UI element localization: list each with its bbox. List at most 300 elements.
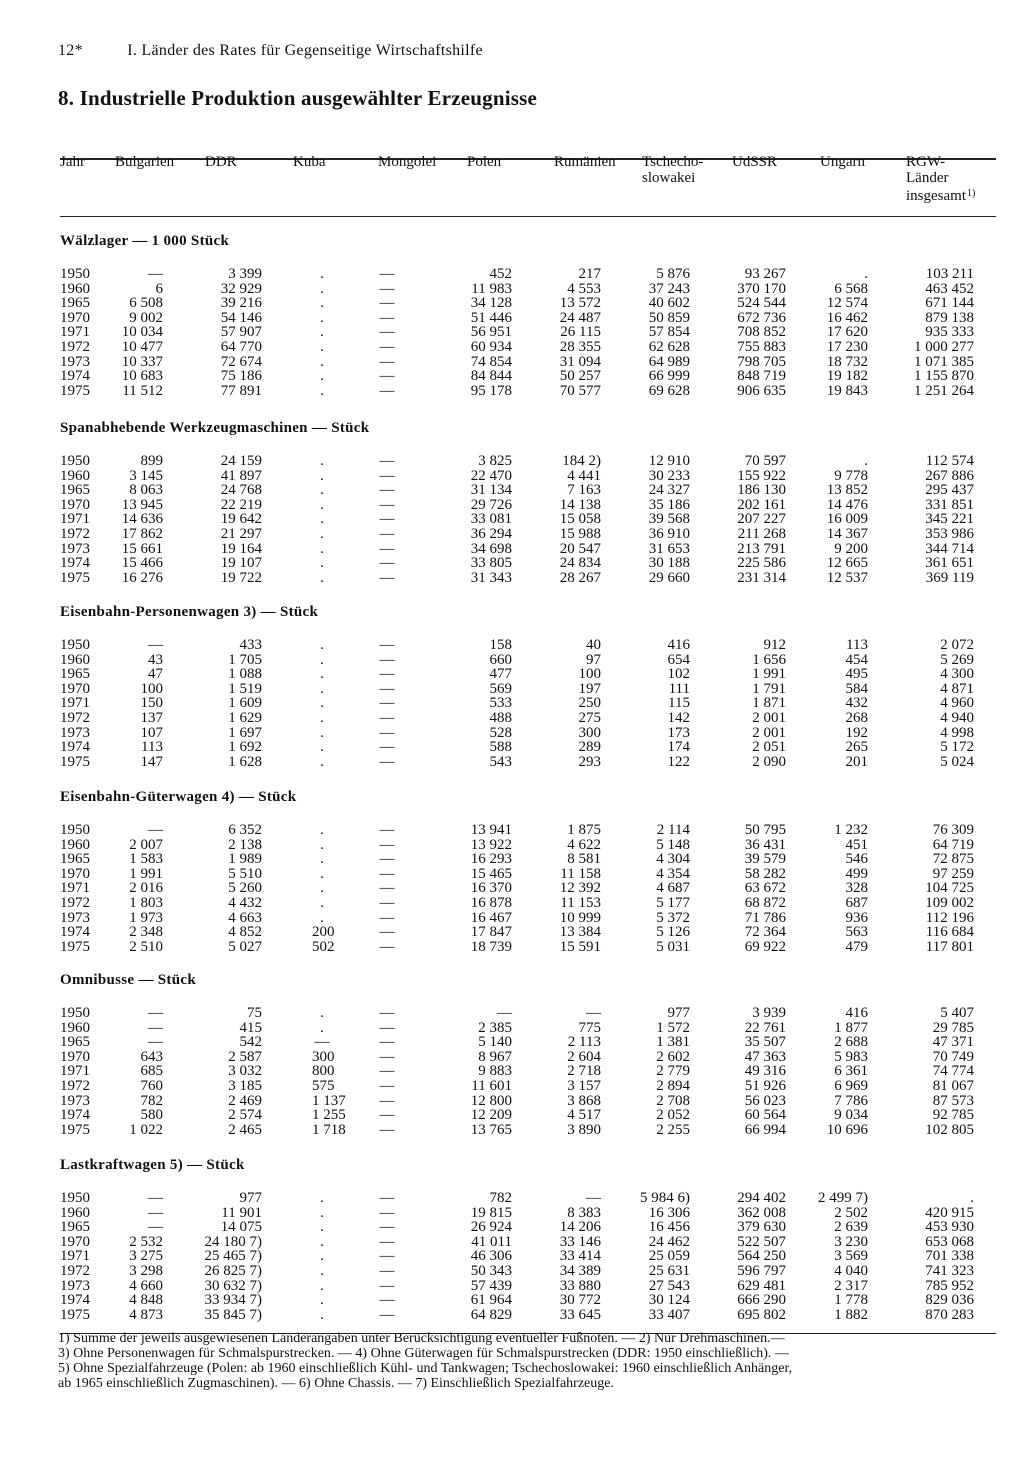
col-header-jahr: Jahr bbox=[60, 154, 85, 170]
cell-udssr: 202 161 bbox=[737, 496, 786, 513]
cell-rumaenien: 13 384 bbox=[559, 924, 601, 941]
cell-udssr: 379 630 bbox=[737, 1219, 786, 1236]
cell-ungarn: 1 882 bbox=[834, 1306, 868, 1323]
cell-kuba: . bbox=[320, 1219, 324, 1236]
cell-kuba: . bbox=[320, 1204, 324, 1221]
cell-tschecho: 173 bbox=[667, 724, 690, 741]
table-row bbox=[0, 355, 1024, 370]
table-row bbox=[0, 911, 1024, 926]
cell-mongolei: — bbox=[379, 1204, 395, 1221]
cell-mongolei: — bbox=[379, 1019, 395, 1036]
cell-rgw: 97 259 bbox=[932, 865, 974, 882]
cell-rumaenien: 300 bbox=[578, 724, 601, 741]
cell-ddr: 1 609 bbox=[228, 695, 262, 712]
cell-jahr: 1965 bbox=[60, 1219, 90, 1236]
cell-ungarn: 479 bbox=[845, 938, 868, 955]
cell-kuba: — bbox=[314, 1034, 330, 1051]
table-row bbox=[0, 1094, 1024, 1109]
cell-mongolei: — bbox=[379, 511, 395, 528]
cell-ddr: 3 399 bbox=[228, 266, 262, 282]
cell-mongolei: — bbox=[379, 1078, 395, 1094]
cell-rgw: 70 749 bbox=[932, 1048, 974, 1065]
table-row bbox=[0, 469, 1024, 484]
cell-tschecho: 24 462 bbox=[648, 1233, 690, 1250]
cell-rgw: 109 002 bbox=[925, 895, 974, 911]
cell-rgw: 4 998 bbox=[940, 724, 974, 741]
cell-jahr: 1973 bbox=[60, 724, 90, 741]
cell-ddr: 3 032 bbox=[228, 1063, 262, 1080]
cell-mongolei: — bbox=[379, 710, 395, 726]
cell-rgw: 112 574 bbox=[925, 453, 974, 469]
cell-polen: 16 370 bbox=[470, 880, 512, 897]
cell-ungarn: 9 034 bbox=[834, 1107, 868, 1124]
cell-udssr: 2 001 bbox=[752, 710, 786, 726]
cell-bulgarien: — bbox=[148, 1019, 163, 1036]
cell-rgw: 353 986 bbox=[925, 526, 974, 542]
cell-mongolei: — bbox=[379, 680, 395, 697]
cell-bulgarien: 14 636 bbox=[121, 511, 163, 528]
cell-kuba: . bbox=[320, 739, 324, 756]
cell-ungarn: 113 bbox=[846, 637, 868, 653]
cell-rgw: 5 172 bbox=[940, 739, 974, 756]
cell-tschecho: 24 327 bbox=[648, 482, 690, 499]
cell-udssr: 564 250 bbox=[737, 1248, 786, 1265]
cell-ddr: 22 219 bbox=[220, 496, 262, 513]
cell-ungarn: 18 732 bbox=[826, 353, 868, 370]
cell-rgw: 345 221 bbox=[925, 511, 974, 528]
cell-mongolei: — bbox=[379, 865, 395, 882]
cell-polen: 34 698 bbox=[470, 540, 512, 557]
cell-mongolei: — bbox=[379, 1063, 395, 1080]
cell-kuba: . bbox=[320, 680, 324, 697]
cell-kuba: . bbox=[320, 309, 324, 326]
cell-rumaenien: 3 868 bbox=[567, 1092, 601, 1109]
cell-mongolei: — bbox=[379, 836, 395, 853]
cell-polen: 588 bbox=[489, 739, 512, 756]
cell-kuba: . bbox=[320, 353, 324, 370]
cell-rgw: 870 283 bbox=[925, 1306, 974, 1323]
cell-rumaenien: 30 772 bbox=[559, 1292, 601, 1309]
cell-tschecho: 35 186 bbox=[648, 496, 690, 513]
cell-udssr: 50 795 bbox=[744, 822, 786, 838]
cell-ungarn: 2 317 bbox=[834, 1277, 868, 1294]
cell-mongolei: — bbox=[379, 851, 395, 868]
cell-bulgarien: 899 bbox=[140, 453, 163, 469]
cell-ungarn: 17 620 bbox=[826, 324, 868, 341]
cell-mongolei: — bbox=[379, 1190, 395, 1206]
cell-rumaenien: 2 113 bbox=[567, 1034, 601, 1051]
cell-mongolei: — bbox=[379, 1005, 395, 1021]
cell-tschecho: 64 989 bbox=[648, 353, 690, 370]
cell-tschecho: 102 bbox=[667, 666, 690, 683]
cell-polen: 34 128 bbox=[470, 295, 512, 312]
cell-ungarn: 192 bbox=[845, 724, 868, 741]
cell-tschecho: 5 177 bbox=[656, 895, 690, 911]
cell-ungarn: 16 462 bbox=[826, 309, 868, 326]
cell-jahr: 1971 bbox=[60, 324, 90, 341]
running-header bbox=[58, 42, 483, 60]
section-title: Wälzlager — 1 000 Stück bbox=[60, 233, 230, 249]
cell-bulgarien: 10 034 bbox=[121, 324, 163, 341]
cell-kuba: . bbox=[320, 540, 324, 557]
cell-jahr: 1960 bbox=[60, 467, 90, 484]
cell-bulgarien: 1 991 bbox=[129, 865, 163, 882]
cell-udssr: 906 635 bbox=[737, 382, 786, 399]
cell-jahr: 1965 bbox=[60, 295, 90, 312]
cell-rgw: 420 915 bbox=[925, 1204, 974, 1221]
cell-kuba: . bbox=[320, 822, 324, 838]
cell-jahr: 1970 bbox=[60, 680, 90, 697]
cell-polen: 2 385 bbox=[478, 1019, 512, 1036]
cell-mongolei: — bbox=[379, 666, 395, 683]
cell-bulgarien: 2 510 bbox=[129, 938, 163, 955]
cell-ungarn: 14 367 bbox=[826, 526, 868, 542]
cell-ungarn: 12 665 bbox=[826, 555, 868, 572]
cell-jahr: 1972 bbox=[60, 710, 90, 726]
cell-polen: 660 bbox=[489, 651, 512, 668]
cell-rgw: 344 714 bbox=[925, 540, 974, 557]
cell-udssr: 60 564 bbox=[744, 1107, 786, 1124]
col-header-mongolei: Mongolei bbox=[378, 154, 437, 170]
table-row bbox=[0, 325, 1024, 340]
cell-polen: 5 140 bbox=[478, 1034, 512, 1051]
cell-ungarn: 19 843 bbox=[826, 382, 868, 399]
cell-tschecho: 2 114 bbox=[656, 822, 690, 838]
cell-bulgarien: 10 477 bbox=[121, 339, 163, 355]
table-row bbox=[0, 1191, 1024, 1206]
cell-polen: 9 883 bbox=[478, 1063, 512, 1080]
cell-jahr: 1950 bbox=[60, 822, 90, 838]
cell-bulgarien: 11 512 bbox=[122, 382, 163, 399]
cell-polen: 51 446 bbox=[470, 309, 512, 326]
cell-rumaenien: 12 392 bbox=[559, 880, 601, 897]
cell-jahr: 1974 bbox=[60, 1292, 90, 1309]
cell-tschecho: 416 bbox=[667, 637, 690, 653]
cell-ddr: 75 186 bbox=[220, 368, 262, 385]
cell-polen: 36 294 bbox=[470, 526, 512, 542]
cell-tschecho: 654 bbox=[667, 651, 690, 668]
cell-ddr: 3 185 bbox=[228, 1078, 262, 1094]
cell-ungarn: 6 969 bbox=[834, 1078, 868, 1094]
cell-polen: 19 815 bbox=[470, 1204, 512, 1221]
cell-rgw: 112 196 bbox=[925, 909, 974, 926]
table-row bbox=[0, 711, 1024, 726]
table-row bbox=[0, 823, 1024, 838]
col-header-rumaenien: Rumänien bbox=[554, 154, 616, 170]
cell-polen: 488 bbox=[489, 710, 512, 726]
table-row bbox=[0, 682, 1024, 697]
cell-kuba: 575 bbox=[312, 1078, 335, 1094]
cell-rumaenien: 4 622 bbox=[567, 836, 601, 853]
table-row bbox=[0, 527, 1024, 542]
cell-kuba: . bbox=[320, 496, 324, 513]
cell-bulgarien: 782 bbox=[140, 1092, 163, 1109]
cell-ungarn: 12 574 bbox=[826, 295, 868, 312]
cell-tschecho: 4 304 bbox=[656, 851, 690, 868]
cell-ungarn: 2 499 7) bbox=[818, 1190, 868, 1206]
cell-rgw: 369 119 bbox=[925, 569, 974, 586]
cell-polen: 31 343 bbox=[470, 569, 512, 586]
table-row bbox=[0, 556, 1024, 571]
cell-udssr: 1 656 bbox=[752, 651, 786, 668]
cell-rgw: 1 251 264 bbox=[914, 382, 974, 399]
col-header-ungarn: Ungarn bbox=[820, 154, 865, 170]
cell-tschecho: 62 628 bbox=[648, 339, 690, 355]
cell-ddr: 24 768 bbox=[220, 482, 262, 499]
cell-bulgarien: 15 466 bbox=[121, 555, 163, 572]
footnote-line: 3) Ohne Personenwagen für Schmalspurstrecken. — 4) Ohne Güterwagen für Schmalspurstrecken (DDR: 1950 einschließlich). — bbox=[58, 1346, 789, 1361]
cell-jahr: 1965 bbox=[60, 1034, 90, 1051]
cell-kuba: . bbox=[320, 1277, 324, 1294]
cell-udssr: 93 267 bbox=[744, 266, 786, 282]
table-row bbox=[0, 940, 1024, 955]
cell-rgw: 104 725 bbox=[925, 880, 974, 897]
cell-mongolei: — bbox=[379, 1219, 395, 1236]
cell-polen: 16 293 bbox=[470, 851, 512, 868]
cell-ungarn: 2 502 bbox=[834, 1204, 868, 1221]
cell-bulgarien: — bbox=[148, 1219, 163, 1236]
cell-bulgarien: 643 bbox=[140, 1048, 163, 1065]
cell-ddr: 24 180 7) bbox=[204, 1233, 262, 1250]
cell-kuba: . bbox=[320, 1263, 324, 1279]
cell-rumaenien: 33 146 bbox=[559, 1233, 601, 1250]
cell-ddr: 26 825 7) bbox=[204, 1263, 262, 1279]
cell-bulgarien: — bbox=[148, 637, 163, 653]
cell-polen: 533 bbox=[489, 695, 512, 712]
table-row bbox=[0, 340, 1024, 355]
cell-polen: 22 470 bbox=[470, 467, 512, 484]
cell-ungarn: 584 bbox=[845, 680, 868, 697]
cell-jahr: 1965 bbox=[60, 666, 90, 683]
cell-ddr: 977 bbox=[239, 1190, 262, 1206]
cell-tschecho: 115 bbox=[668, 695, 690, 712]
cell-tschecho: 1 572 bbox=[656, 1019, 690, 1036]
section-title: Spanabhebende Werkzeugmaschinen — Stück bbox=[60, 420, 370, 436]
cell-ddr: 1 705 bbox=[228, 651, 262, 668]
cell-ungarn: 19 182 bbox=[826, 368, 868, 385]
cell-rgw: 87 573 bbox=[932, 1092, 974, 1109]
cell-rgw: 76 309 bbox=[932, 822, 974, 838]
cell-udssr: 211 268 bbox=[737, 526, 786, 542]
table-row bbox=[0, 1064, 1024, 1079]
cell-bulgarien: 2 007 bbox=[129, 836, 163, 853]
cell-jahr: 1975 bbox=[60, 938, 90, 955]
cell-bulgarien: — bbox=[148, 822, 163, 838]
footnote-line: ab 1965 einschließlich Zugmaschinen). — 6) Ohne Chassis. — 7) Einschließlich Spezialfahrzeuge. bbox=[58, 1376, 614, 1391]
table-row bbox=[0, 740, 1024, 755]
table-row bbox=[0, 311, 1024, 326]
cell-udssr: 672 736 bbox=[737, 309, 786, 326]
col-header-rgw-label: RGW- Länder insgesamt bbox=[906, 154, 966, 204]
cell-ungarn: 3 569 bbox=[834, 1248, 868, 1265]
cell-mongolei: — bbox=[379, 496, 395, 513]
cell-tschecho: 2 708 bbox=[656, 1092, 690, 1109]
cell-jahr: 1972 bbox=[60, 895, 90, 911]
cell-polen: 74 854 bbox=[470, 353, 512, 370]
cell-ddr: 2 465 bbox=[228, 1121, 262, 1138]
cell-rumaenien: 34 389 bbox=[559, 1263, 601, 1279]
cell-ddr: 1 088 bbox=[228, 666, 262, 683]
cell-tschecho: 111 bbox=[668, 680, 690, 697]
cell-ungarn: 9 200 bbox=[834, 540, 868, 557]
cell-tschecho: 69 628 bbox=[648, 382, 690, 399]
table-row bbox=[0, 1006, 1024, 1021]
cell-tschecho: 2 052 bbox=[656, 1107, 690, 1124]
cell-kuba: . bbox=[320, 637, 324, 653]
cell-kuba: . bbox=[320, 368, 324, 385]
cell-udssr: 522 507 bbox=[737, 1233, 786, 1250]
cell-kuba: . bbox=[320, 526, 324, 542]
cell-kuba: 1 255 bbox=[312, 1107, 346, 1124]
cell-mongolei: — bbox=[379, 339, 395, 355]
cell-rumaenien: 28 267 bbox=[559, 569, 601, 586]
cell-bulgarien: 10 683 bbox=[121, 368, 163, 385]
cell-udssr: 155 922 bbox=[737, 467, 786, 484]
cell-rumaenien: 275 bbox=[578, 710, 601, 726]
table-row bbox=[0, 653, 1024, 668]
cell-udssr: 708 852 bbox=[737, 324, 786, 341]
cell-ungarn: 265 bbox=[845, 739, 868, 756]
cell-rgw: 81 067 bbox=[932, 1078, 974, 1094]
cell-polen: — bbox=[497, 1005, 512, 1021]
cell-kuba: . bbox=[320, 1248, 324, 1265]
cell-rumaenien: 15 988 bbox=[559, 526, 601, 542]
table-row bbox=[0, 1293, 1024, 1308]
col-header-udssr: UdSSR bbox=[732, 154, 778, 170]
cell-kuba: . bbox=[320, 1190, 324, 1206]
cell-polen: 33 081 bbox=[470, 511, 512, 528]
cell-rumaenien: 33 880 bbox=[559, 1277, 601, 1294]
cell-jahr: 1975 bbox=[60, 382, 90, 399]
cell-kuba: . bbox=[320, 851, 324, 868]
cell-rumaenien: 7 163 bbox=[567, 482, 601, 499]
cell-udssr: 1 991 bbox=[752, 666, 786, 683]
cell-polen: 543 bbox=[489, 753, 512, 770]
cell-jahr: 1974 bbox=[60, 924, 90, 941]
cell-ungarn: 3 230 bbox=[834, 1233, 868, 1250]
cell-kuba: . bbox=[320, 453, 324, 469]
cell-polen: 26 924 bbox=[470, 1219, 512, 1236]
cell-mongolei: — bbox=[379, 1121, 395, 1138]
cell-rumaenien: 100 bbox=[578, 666, 601, 683]
cell-kuba: . bbox=[320, 511, 324, 528]
cell-mongolei: — bbox=[379, 526, 395, 542]
cell-ddr: 32 929 bbox=[220, 280, 262, 297]
cell-jahr: 1950 bbox=[60, 266, 90, 282]
cell-polen: 33 805 bbox=[470, 555, 512, 572]
cell-udssr: 2 001 bbox=[752, 724, 786, 741]
cell-ddr: 57 907 bbox=[220, 324, 262, 341]
cell-jahr: 1973 bbox=[60, 909, 90, 926]
cell-polen: 46 306 bbox=[470, 1248, 512, 1265]
cell-bulgarien: 1 583 bbox=[129, 851, 163, 868]
cell-bulgarien: 100 bbox=[140, 680, 163, 697]
cell-ungarn: 5 983 bbox=[834, 1048, 868, 1065]
cell-polen: 41 011 bbox=[471, 1233, 512, 1250]
cell-udssr: 3 939 bbox=[752, 1005, 786, 1021]
cell-ddr: 5 260 bbox=[228, 880, 262, 897]
cell-udssr: 70 597 bbox=[744, 453, 786, 469]
cell-ddr: 2 574 bbox=[228, 1107, 262, 1124]
cell-tschecho: 16 456 bbox=[648, 1219, 690, 1236]
table-row bbox=[0, 896, 1024, 911]
cell-mongolei: — bbox=[379, 1306, 395, 1323]
cell-tschecho: 2 894 bbox=[656, 1078, 690, 1094]
cell-mongolei: — bbox=[379, 309, 395, 326]
cell-kuba: . bbox=[320, 695, 324, 712]
cell-rumaenien: 10 999 bbox=[559, 909, 601, 926]
cell-kuba: . bbox=[320, 1005, 324, 1021]
cell-bulgarien: 4 873 bbox=[129, 1306, 163, 1323]
cell-tschecho: 5 984 6) bbox=[640, 1190, 690, 1206]
cell-mongolei: — bbox=[379, 1277, 395, 1294]
table-row bbox=[0, 638, 1024, 653]
cell-kuba: 1 718 bbox=[312, 1121, 346, 1138]
table-row bbox=[0, 925, 1024, 940]
cell-rgw: 671 144 bbox=[925, 295, 974, 312]
cell-kuba: . bbox=[320, 865, 324, 882]
cell-rumaenien: 289 bbox=[578, 739, 601, 756]
cell-ungarn: 432 bbox=[845, 695, 868, 712]
section-title: Omnibusse — Stück bbox=[60, 972, 196, 988]
cell-tschecho: 66 999 bbox=[648, 368, 690, 385]
cell-polen: 12 209 bbox=[470, 1107, 512, 1124]
cell-udssr: 207 227 bbox=[737, 511, 786, 528]
table-row bbox=[0, 1079, 1024, 1094]
cell-jahr: 1973 bbox=[60, 1092, 90, 1109]
cell-rgw: 463 452 bbox=[925, 280, 974, 297]
cell-rgw: 295 437 bbox=[925, 482, 974, 499]
cell-jahr: 1960 bbox=[60, 651, 90, 668]
cell-polen: 782 bbox=[489, 1190, 512, 1206]
cell-tschecho: 31 653 bbox=[648, 540, 690, 557]
cell-ddr: 4 663 bbox=[228, 909, 262, 926]
cell-mongolei: — bbox=[379, 822, 395, 838]
cell-kuba: . bbox=[320, 324, 324, 341]
cell-rumaenien: 13 572 bbox=[559, 295, 601, 312]
cell-bulgarien: 17 862 bbox=[121, 526, 163, 542]
cell-tschecho: 33 407 bbox=[648, 1306, 690, 1323]
cell-mongolei: — bbox=[379, 467, 395, 484]
cell-rumaenien: 8 383 bbox=[567, 1204, 601, 1221]
table-row bbox=[0, 667, 1024, 682]
cell-bulgarien: 580 bbox=[140, 1107, 163, 1124]
cell-bulgarien: 6 bbox=[155, 280, 163, 297]
cell-rgw: 1 071 385 bbox=[914, 353, 974, 370]
table-row bbox=[0, 483, 1024, 498]
cell-tschecho: 27 543 bbox=[648, 1277, 690, 1294]
cell-udssr: 72 364 bbox=[744, 924, 786, 941]
cell-bulgarien: 10 337 bbox=[121, 353, 163, 370]
cell-rumaenien: 3 890 bbox=[567, 1121, 601, 1138]
cell-polen: 64 829 bbox=[470, 1306, 512, 1323]
cell-ungarn: 546 bbox=[845, 851, 868, 868]
cell-kuba: . bbox=[320, 266, 324, 282]
cell-rgw: 1 000 277 bbox=[914, 339, 974, 355]
table-row bbox=[0, 867, 1024, 882]
cell-polen: 15 465 bbox=[470, 865, 512, 882]
cell-tschecho: 25 631 bbox=[648, 1263, 690, 1279]
cell-mongolei: — bbox=[379, 924, 395, 941]
cell-udssr: 63 672 bbox=[744, 880, 786, 897]
col-header-tschecho: Tschecho- slowakei bbox=[642, 154, 704, 186]
cell-jahr: 1970 bbox=[60, 496, 90, 513]
cell-polen: 158 bbox=[489, 637, 512, 653]
cell-ungarn: 12 537 bbox=[826, 569, 868, 586]
cell-udssr: 71 786 bbox=[744, 909, 786, 926]
cell-mongolei: — bbox=[379, 353, 395, 370]
cell-ungarn: 14 476 bbox=[826, 496, 868, 513]
